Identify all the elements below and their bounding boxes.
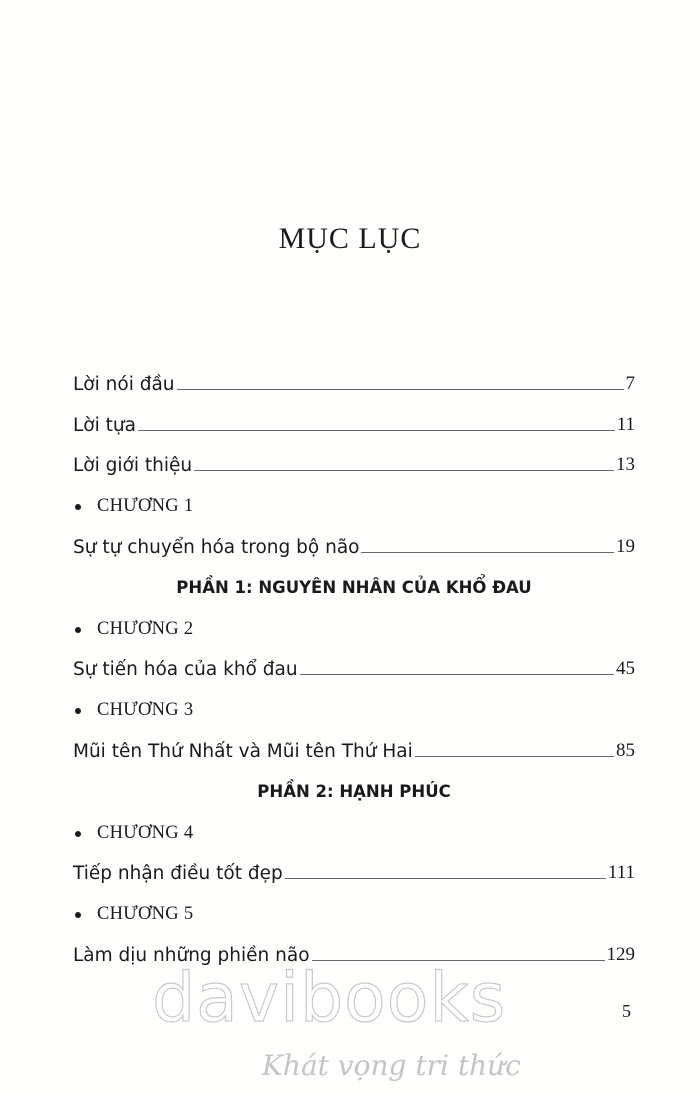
bullet-icon: [75, 504, 81, 510]
toc-entry-page: 45: [616, 658, 635, 680]
toc-entry-page: 19: [616, 535, 635, 557]
toc-row: [73, 727, 635, 768]
chapter-heading: [73, 890, 635, 931]
toc-row: [73, 850, 635, 891]
toc-row: [73, 442, 635, 483]
toc-entry: [73, 850, 635, 891]
bullet-icon: [75, 708, 81, 714]
toc-entry: [73, 523, 635, 564]
toc-row: [73, 809, 635, 850]
toc-row: [73, 686, 635, 727]
bullet-icon: [75, 627, 81, 633]
toc-row: [73, 360, 635, 401]
chapter-label: CHƯƠNG 5: [97, 904, 194, 925]
toc-entry: [73, 646, 635, 687]
toc-entry-page: 85: [616, 739, 635, 761]
dotted-leader: [177, 389, 624, 390]
toc-entry-title: Tiếp nhận điều tốt đẹp: [73, 863, 283, 885]
toc-entry: [73, 727, 635, 768]
chapter-label: CHƯƠNG 4: [97, 822, 194, 843]
watermark-logo: davibooks: [152, 959, 507, 1038]
toc-entry-title: Sự tiến hóa của khổ đau: [73, 659, 298, 681]
toc-entry-title: Mũi tên Thứ Nhất và Mũi tên Thứ Hai: [73, 740, 413, 762]
part-label: PHẦN 2: HẠNH PHÚC: [257, 781, 451, 801]
toc-row: [73, 646, 635, 687]
toc-entry-page: 111: [607, 862, 635, 884]
toc-row: [73, 523, 635, 564]
toc-entry-page: 13: [616, 454, 635, 476]
chapter-heading: [73, 482, 635, 523]
chapter-label: CHƯƠNG 2: [97, 618, 194, 639]
dotted-leader: [361, 552, 614, 553]
chapter-label: CHƯƠNG 3: [97, 700, 194, 721]
dotted-leader: [285, 878, 606, 879]
toc-row: [73, 401, 635, 442]
toc-entry-page: 129: [606, 943, 635, 965]
bullet-icon: [75, 831, 81, 837]
chapter-heading: [73, 809, 635, 850]
part-heading: [73, 564, 635, 605]
chapter-heading: [73, 605, 635, 646]
bullet-icon: [75, 912, 81, 918]
table-of-contents: [73, 360, 635, 972]
dotted-leader: [194, 470, 614, 471]
toc-entry-page: 7: [625, 372, 635, 394]
page-title: MỤC LỤC: [278, 222, 422, 255]
toc-entry-title: Lời tựa: [73, 414, 136, 436]
toc-entry: [73, 442, 635, 483]
watermark-tagline: Khát vọng tri thức: [262, 1049, 521, 1082]
toc-entry-page: 11: [616, 413, 635, 435]
toc-row: [73, 605, 635, 646]
page-number: 5: [622, 1001, 631, 1021]
dotted-leader: [415, 756, 614, 757]
part-heading: [73, 768, 635, 809]
toc-row: [73, 890, 635, 931]
toc-row: [73, 768, 635, 809]
toc-entry-title: Sự tự chuyển hóa trong bộ não: [73, 536, 360, 558]
toc-entry: [73, 401, 635, 442]
part-label: PHẦN 1: NGUYÊN NHÂN CỦA KHỔ ĐAU: [176, 577, 532, 597]
toc-entry-title: Làm dịu những phiền não: [73, 944, 310, 966]
toc-entry-title: Lời nói đầu: [73, 373, 175, 395]
chapter-heading: [73, 686, 635, 727]
dotted-leader: [300, 674, 614, 675]
dotted-leader: [138, 430, 615, 431]
toc-entry: [73, 360, 635, 401]
chapter-label: CHƯƠNG 1: [97, 496, 194, 517]
toc-entry-title: Lời giới thiệu: [73, 455, 193, 477]
toc-row: [73, 564, 635, 605]
toc-row: [73, 482, 635, 523]
